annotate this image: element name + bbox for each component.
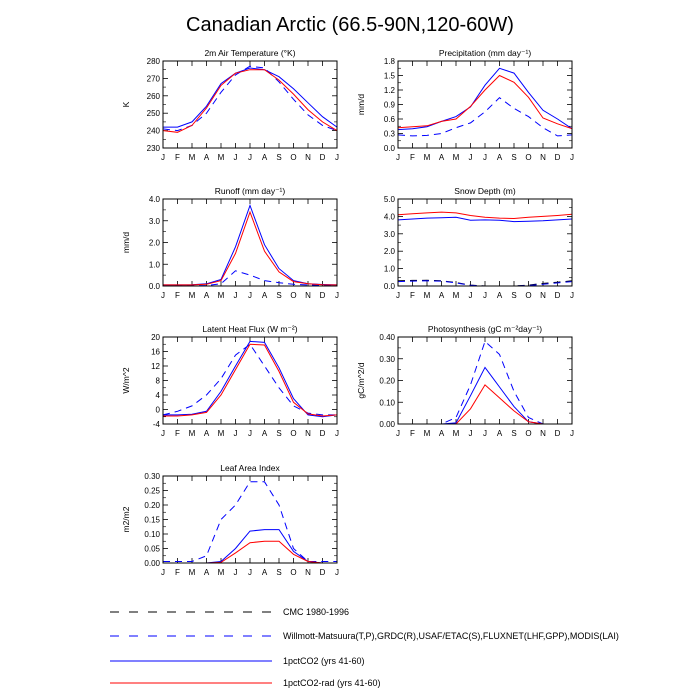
x-tick-label: J — [468, 153, 473, 162]
y-tick-label: 0.3 — [383, 129, 395, 139]
legend-item — [110, 656, 365, 666]
legend-label: CMC 1980-1996 — [283, 607, 350, 617]
x-tick-label: O — [290, 291, 297, 300]
y-tick-label: 1.2 — [383, 86, 395, 95]
y-tick-label: 0.30 — [144, 472, 160, 481]
y-tick-label: 0.0 — [148, 282, 160, 291]
plot-frame — [163, 476, 337, 563]
x-tick-label: M — [423, 429, 431, 438]
x-tick-label: S — [276, 429, 282, 438]
series-line-willmott-matsuura — [398, 98, 572, 136]
x-tick-label: J — [248, 568, 252, 577]
y-tick-label: 0 — [155, 405, 160, 415]
y-tick-label: 2.0 — [148, 238, 160, 248]
x-tick-label: J — [233, 153, 238, 162]
x-tick-label: M — [423, 153, 431, 162]
x-tick-label: N — [540, 153, 546, 162]
x-tick-label: J — [161, 568, 165, 577]
x-tick-label: F — [175, 153, 180, 162]
x-tick-label: J — [335, 291, 339, 300]
y-tick-label: 1.8 — [383, 57, 395, 66]
x-tick-label: J — [396, 153, 400, 162]
chart-title: Photosynthesis (gC m⁻²day⁻¹) — [427, 324, 543, 334]
x-tick-label: M — [217, 153, 225, 162]
x-tick-label: O — [525, 153, 532, 162]
y-tick-label: 0.6 — [383, 115, 395, 124]
x-tick-label: N — [305, 568, 311, 577]
y-tick-label: 3.0 — [148, 216, 160, 226]
x-tick-label: J — [335, 429, 339, 438]
x-tick-label: S — [276, 568, 282, 577]
x-tick-label: J — [483, 291, 487, 300]
y-tick-label: 12 — [151, 362, 160, 371]
x-tick-label: A — [261, 291, 268, 300]
x-tick-label: J — [335, 568, 339, 577]
x-tick-label: S — [511, 291, 517, 300]
x-tick-label: O — [525, 291, 532, 300]
x-tick-label: M — [452, 291, 460, 300]
series-line-1pctco2-yrs — [163, 341, 337, 416]
y-tick-label: 0.00 — [144, 559, 160, 568]
y-axis-label: mm/d — [121, 231, 131, 254]
x-tick-label: J — [570, 291, 574, 300]
x-tick-label: J — [468, 291, 473, 300]
x-tick-label: J — [248, 153, 252, 162]
y-tick-label: 1.0 — [148, 260, 160, 270]
chart-runoff-mm-day — [121, 186, 339, 300]
x-tick-label: F — [410, 429, 415, 438]
x-tick-label: F — [175, 291, 180, 300]
chart-leaf-area-index — [121, 463, 339, 577]
legend-label: Willmott-Matsuura(T,P),GRDC(R),USAF/ETAC(S),FLUXNET(LHF,GPP),MODIS(LAI) — [283, 631, 619, 641]
y-tick-label: 230 — [146, 144, 160, 153]
x-tick-label: A — [496, 291, 503, 300]
series-line-willmott-matsuura — [163, 344, 337, 415]
x-tick-label: N — [305, 153, 311, 162]
y-axis-label: m2/m2 — [121, 506, 131, 533]
y-tick-label: 240 — [146, 126, 160, 136]
x-tick-label: F — [175, 429, 180, 438]
x-tick-label: M — [217, 568, 225, 577]
chart-title: Runoff (mm day⁻¹) — [214, 186, 286, 196]
x-tick-label: D — [554, 153, 561, 162]
x-tick-label: F — [410, 291, 415, 300]
x-tick-label: M — [452, 153, 460, 162]
x-tick-label: A — [496, 153, 503, 162]
y-tick-label: 0.0 — [383, 282, 395, 291]
legend-label: 1pctCO2-rad (yrs 41-60) — [283, 678, 381, 688]
legend — [110, 607, 619, 688]
x-tick-label: J — [335, 153, 339, 162]
y-tick-label: 0.05 — [144, 544, 160, 554]
x-tick-label: O — [290, 429, 297, 438]
y-tick-label: 270 — [146, 74, 160, 84]
series-line-1pctco2-rad — [163, 212, 337, 285]
plot-frame — [398, 337, 572, 424]
chart-panels — [121, 48, 574, 577]
series-line-1pctco2-yrs — [398, 68, 572, 129]
y-axis-label: W/m^2 — [121, 367, 131, 394]
chart-title: 2m Air Temperature (°K) — [204, 48, 296, 58]
y-tick-label: 1.0 — [383, 264, 395, 274]
x-tick-label: F — [410, 153, 415, 162]
x-tick-label: A — [438, 153, 445, 162]
x-tick-label: D — [319, 153, 326, 162]
x-tick-label: J — [161, 153, 165, 162]
chart-title: Latent Heat Flux (W m⁻²) — [202, 324, 298, 334]
y-tick-label: 0.15 — [144, 515, 160, 525]
x-tick-label: A — [496, 429, 503, 438]
x-tick-label: O — [290, 153, 297, 162]
y-tick-label: -4 — [152, 420, 160, 429]
series-line-1pctco2-rad — [398, 212, 572, 218]
x-tick-label: S — [511, 153, 517, 162]
x-tick-label: J — [396, 291, 400, 300]
x-tick-label: J — [570, 153, 574, 162]
legend-label: 1pctCO2 (yrs 41-60) — [283, 656, 365, 666]
x-tick-label: N — [305, 291, 311, 300]
x-tick-label: M — [188, 568, 196, 577]
legend-item — [110, 631, 619, 641]
series-line-willmott-matsuura — [163, 66, 337, 130]
y-tick-label: 2.0 — [383, 247, 395, 257]
x-tick-label: J — [233, 568, 238, 577]
y-tick-label: 280 — [146, 57, 160, 66]
plot-frame — [398, 61, 572, 148]
y-tick-label: 0.00 — [379, 420, 395, 429]
y-axis-label: gC/m^2/d — [356, 362, 366, 399]
chart-title: Leaf Area Index — [220, 463, 280, 473]
x-tick-label: N — [540, 291, 546, 300]
y-tick-label: 4.0 — [383, 212, 395, 222]
x-tick-label: M — [217, 429, 225, 438]
x-tick-label: A — [261, 568, 268, 577]
series-line-1pctco2-rad — [398, 385, 572, 424]
y-tick-label: 0.9 — [383, 100, 395, 110]
x-tick-label: M — [188, 429, 196, 438]
chart-title: Precipitation (mm day⁻¹) — [438, 48, 532, 58]
chart-2m-air-temperature — [121, 48, 339, 162]
x-tick-label: J — [161, 429, 165, 438]
x-tick-label: D — [319, 429, 326, 438]
plot-frame — [398, 199, 572, 286]
y-tick-label: 4 — [155, 391, 160, 400]
y-tick-label: 4.0 — [148, 195, 160, 204]
x-tick-label: N — [540, 429, 546, 438]
x-tick-label: J — [248, 429, 252, 438]
x-tick-label: D — [319, 568, 326, 577]
y-tick-label: 16 — [151, 347, 160, 357]
y-tick-label: 3.0 — [383, 229, 395, 239]
x-tick-label: M — [423, 291, 431, 300]
series-line-1pctco2-yrs — [163, 68, 337, 127]
x-tick-label: J — [570, 429, 574, 438]
x-tick-label: D — [319, 291, 326, 300]
y-tick-label: 20 — [151, 333, 160, 342]
x-tick-label: J — [233, 429, 238, 438]
x-tick-label: A — [203, 291, 210, 300]
x-tick-label: J — [396, 429, 400, 438]
x-tick-label: M — [188, 153, 196, 162]
x-tick-label: M — [452, 429, 460, 438]
chart-latent-heat-flux — [121, 324, 339, 438]
x-tick-label: S — [276, 291, 282, 300]
y-axis-label: mm/d — [356, 93, 366, 116]
series-line-willmott-matsuura — [163, 482, 337, 562]
y-tick-label: 0.20 — [379, 376, 395, 386]
chart-title: Snow Depth (m) — [454, 186, 516, 196]
x-tick-label: J — [483, 429, 487, 438]
x-tick-label: S — [276, 153, 282, 162]
plot-frame — [163, 61, 337, 148]
y-tick-label: 0.0 — [383, 144, 395, 153]
series-line-1pctco2-rad — [398, 76, 572, 129]
chart-snow-depth-m — [384, 186, 574, 300]
series-line-1pctco2-yrs — [163, 530, 337, 563]
chart-photosynthesis-gc-m — [356, 324, 574, 438]
page-title: Canadian Arctic (66.5-90N,120-60W) — [186, 14, 514, 36]
y-tick-label: 0.20 — [144, 501, 160, 510]
x-tick-label: S — [511, 429, 517, 438]
x-tick-label: F — [175, 568, 180, 577]
y-tick-label: 260 — [146, 91, 160, 101]
legend-item — [110, 678, 381, 688]
y-tick-label: 0.30 — [379, 354, 395, 364]
x-tick-label: A — [438, 429, 445, 438]
x-tick-label: O — [525, 429, 532, 438]
x-tick-label: M — [188, 291, 196, 300]
x-tick-label: J — [161, 291, 165, 300]
x-tick-label: A — [203, 153, 210, 162]
plot-frame — [163, 337, 337, 424]
y-tick-label: 0.25 — [144, 486, 160, 496]
chart-precipitation-mm-day — [356, 48, 574, 162]
y-tick-label: 1.5 — [383, 71, 395, 81]
y-tick-label: 0.40 — [379, 333, 395, 342]
x-tick-label: J — [468, 429, 473, 438]
y-tick-label: 8 — [155, 376, 160, 386]
x-tick-label: A — [203, 568, 210, 577]
x-tick-label: J — [233, 291, 238, 300]
x-tick-label: D — [554, 291, 561, 300]
series-line-1pctco2-yrs — [398, 217, 572, 221]
x-tick-label: N — [305, 429, 311, 438]
x-tick-label: M — [217, 291, 225, 300]
x-tick-label: J — [483, 153, 487, 162]
x-tick-label: A — [203, 429, 210, 438]
x-tick-label: A — [261, 429, 268, 438]
y-tick-label: 0.10 — [144, 530, 160, 539]
series-line-1pctco2-yrs — [398, 367, 572, 424]
y-tick-label: 250 — [146, 109, 160, 119]
series-line-1pctco2-rad — [163, 344, 337, 416]
y-tick-label: 0.10 — [379, 398, 395, 408]
x-tick-label: D — [554, 429, 561, 438]
x-tick-label: O — [290, 568, 297, 577]
x-tick-label: A — [438, 291, 445, 300]
y-axis-label: K — [121, 101, 131, 108]
y-tick-label: 5.0 — [383, 195, 395, 204]
series-line-1pctco2-yrs — [163, 206, 337, 285]
x-tick-label: A — [261, 153, 268, 162]
series-line-willmott-matsuura — [398, 341, 572, 424]
x-tick-label: J — [248, 291, 252, 300]
legend-item — [110, 607, 349, 617]
